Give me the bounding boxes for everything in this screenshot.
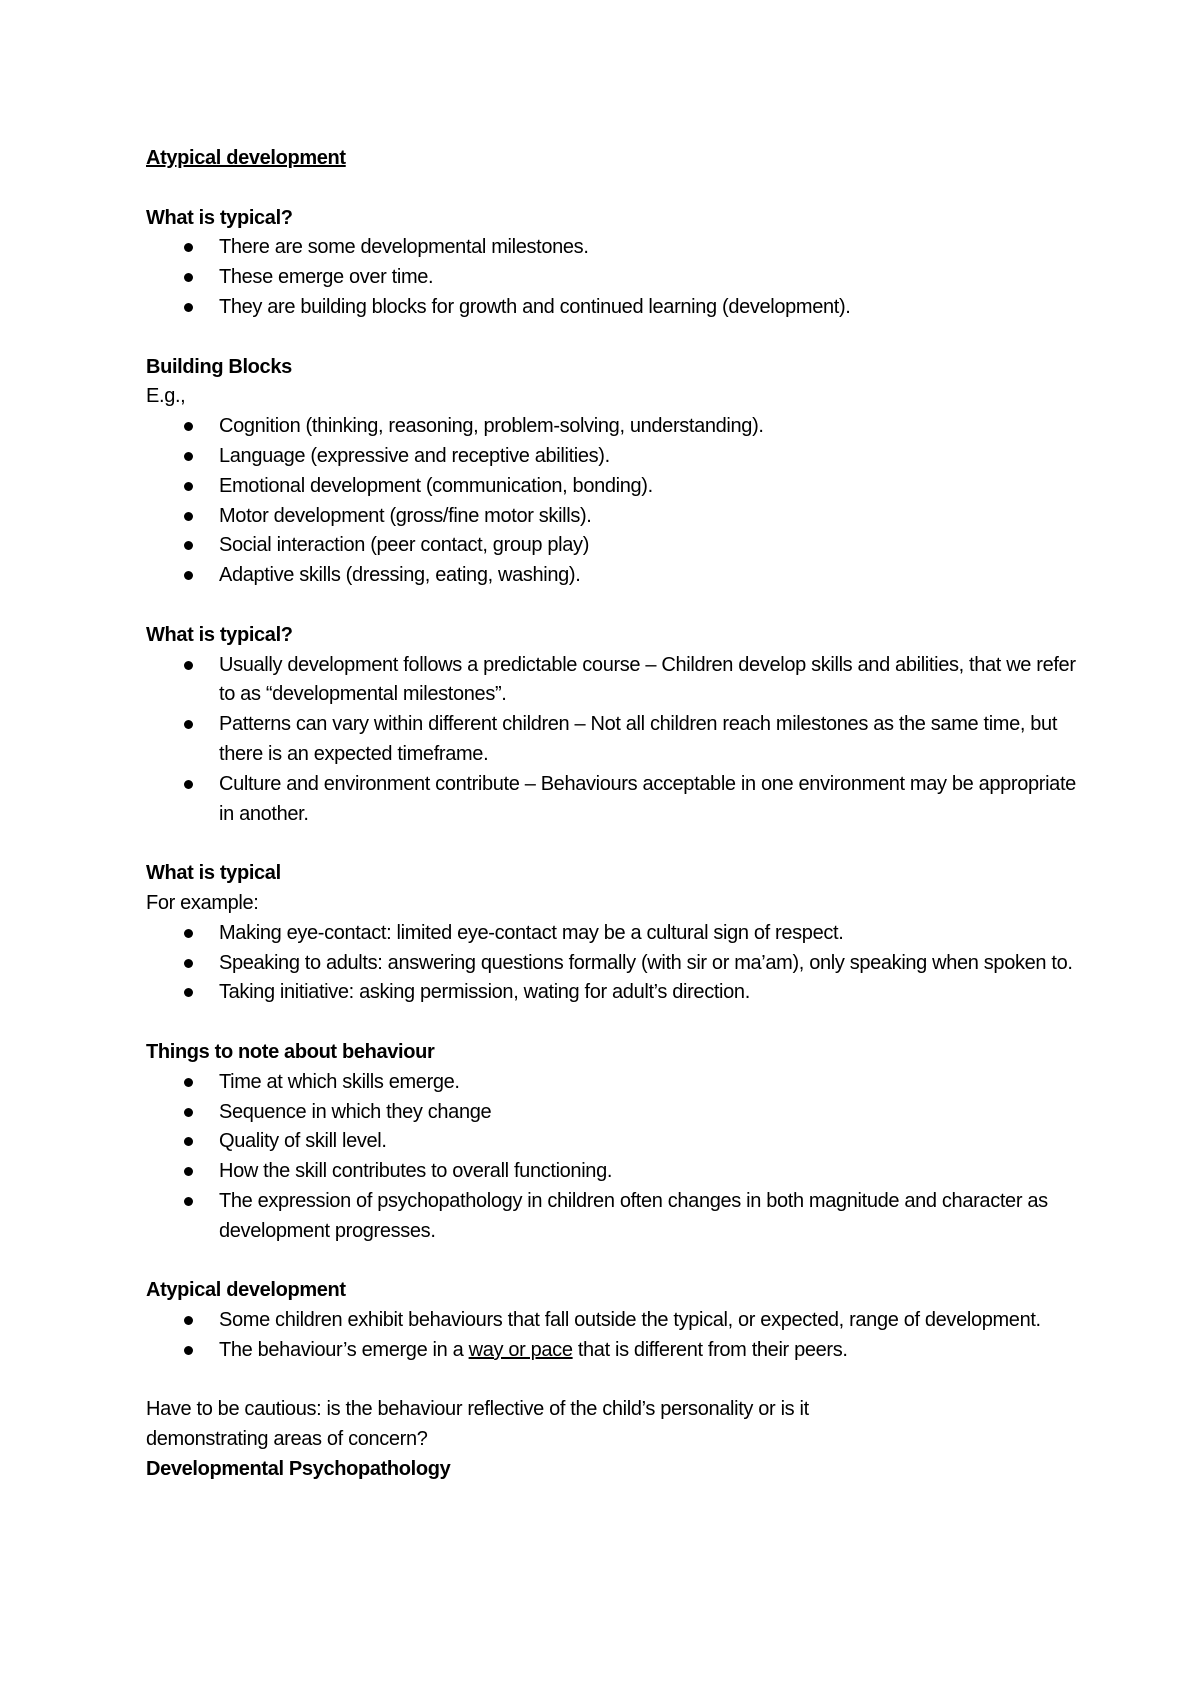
bullet-icon (184, 988, 193, 997)
list-item: They are building blocks for growth and continued learning (development). (146, 293, 1076, 323)
bullet-icon (184, 661, 193, 670)
bullet-icon (184, 959, 193, 968)
spacer (146, 1366, 1076, 1396)
bullet-icon (184, 422, 193, 431)
section-heading: Building Blocks (146, 355, 292, 378)
document-page (146, 144, 1076, 1485)
bullet-icon (184, 243, 193, 252)
bullet-icon (184, 512, 193, 521)
bullet-icon (184, 929, 193, 938)
bullet-list (146, 233, 1076, 322)
final-heading: Developmental Psychopathology (146, 1458, 451, 1481)
list-item: Sequence in which they change (146, 1098, 1076, 1128)
bullet-icon (184, 1108, 193, 1117)
spacer (146, 591, 1076, 621)
bullet-list (146, 919, 1076, 1008)
spacer (146, 1008, 1076, 1038)
list-item-text: The behaviour’s emerge in a way or pace that is different from their peers. (219, 1338, 848, 1361)
bullet-icon (184, 273, 193, 282)
bullet-icon (184, 1078, 193, 1087)
section-heading: Atypical development (146, 1279, 346, 1302)
list-item: The expression of psychopathology in children often changes in both magnitude and character as development progresses. (146, 1187, 1076, 1247)
bullet-icon (184, 1346, 193, 1355)
list-item: Language (expressive and receptive abilities). (146, 442, 1076, 472)
list-item: Cognition (thinking, reasoning, problem-solving, understanding). (146, 412, 1076, 442)
bullet-list (146, 1068, 1076, 1247)
bullet-icon (184, 541, 193, 550)
underlined-phrase: way or pace (468, 1338, 573, 1361)
list-item: How the skill contributes to overall functioning. (146, 1157, 1076, 1187)
list-item (146, 1336, 1076, 1366)
bullet-icon (184, 452, 193, 461)
bullet-list (146, 412, 1076, 591)
list-item: Adaptive skills (dressing, eating, washing). (146, 561, 1076, 591)
spacer (146, 174, 1076, 204)
bullet-list (146, 1306, 1076, 1366)
bullet-icon (184, 1167, 193, 1176)
list-item: Making eye-contact: limited eye-contact may be a cultural sign of respect. (146, 919, 1076, 949)
list-item: Usually development follows a predictable course – Children develop skills and abilities, that we refer to as “developmental milestones”. (146, 651, 1076, 711)
section-heading: What is typical (146, 862, 281, 885)
list-item: Culture and environment contribute – Behaviours acceptable in one environment may be appropriate in another. (146, 770, 1076, 830)
section-heading: What is typical? (146, 206, 293, 229)
spacer (146, 1246, 1076, 1276)
list-item: Quality of skill level. (146, 1127, 1076, 1157)
list-item: Social interaction (peer contact, group play) (146, 531, 1076, 561)
spacer (146, 323, 1076, 353)
list-item: Emotional development (communication, bonding). (146, 472, 1076, 502)
list-item: Some children exhibit behaviours that fall outside the typical, or expected, range of development. (146, 1306, 1076, 1336)
section-intro: E.g., (146, 385, 186, 408)
bullet-icon (184, 482, 193, 491)
bullet-icon (184, 720, 193, 729)
bullet-icon (184, 303, 193, 312)
section-intro: For example: (146, 891, 259, 914)
list-item: Time at which skills emerge. (146, 1068, 1076, 1098)
bullet-icon (184, 1137, 193, 1146)
list-item: Speaking to adults: answering questions formally (with sir or ma’am), only speaking when spoken to. (146, 949, 1076, 979)
bullet-icon (184, 1316, 193, 1325)
section-heading: What is typical? (146, 623, 293, 646)
list-item: Motor development (gross/fine motor skills). (146, 502, 1076, 532)
bullet-list (146, 651, 1076, 830)
list-item: These emerge over time. (146, 263, 1076, 293)
document-title: Atypical development (146, 147, 346, 169)
list-item: Patterns can vary within different children – Not all children reach milestones as the same time, but there is an expected timeframe. (146, 710, 1076, 770)
list-item: There are some developmental milestones. (146, 233, 1076, 263)
section-heading: Things to note about behaviour (146, 1040, 435, 1063)
bullet-icon (184, 780, 193, 789)
spacer (146, 829, 1076, 859)
list-item: Taking initiative: asking permission, wating for adult’s direction. (146, 978, 1076, 1008)
bullet-icon (184, 1197, 193, 1206)
closing-paragraph: Have to be cautious: is the behaviour reflective of the child’s personality or is it demonstrating areas of concern? (146, 1398, 809, 1451)
bullet-icon (184, 571, 193, 580)
